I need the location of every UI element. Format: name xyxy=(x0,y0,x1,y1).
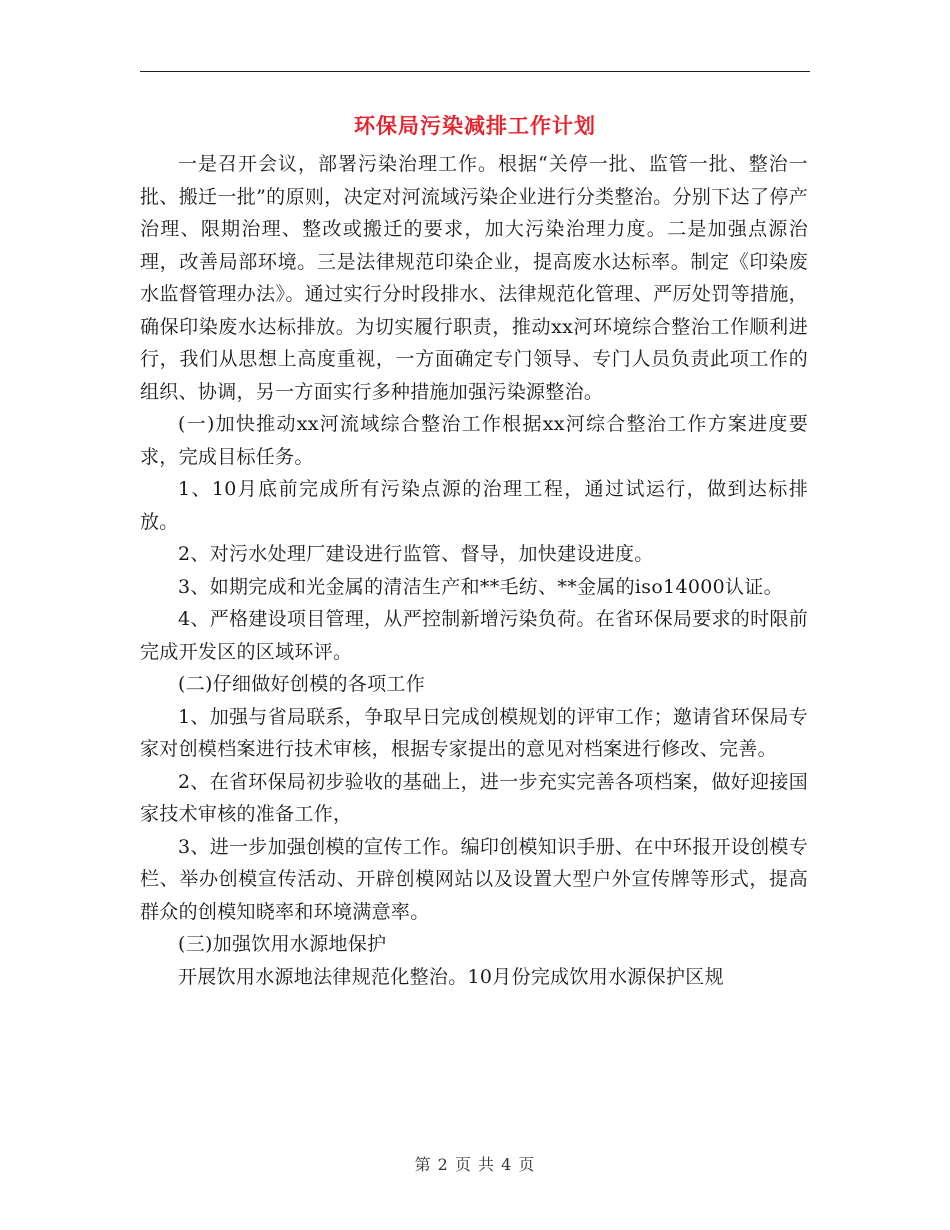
paragraph: 4、严格建设项目管理，从严控制新增污染负荷。在省环保局要求的时限前完成开发区的区域环评。 xyxy=(140,608,808,663)
section-heading: (三)加强饮用水源地保护 xyxy=(178,933,387,955)
paragraph: 1、10月底前完成所有污染点源的治理工程，通过试运行，做到达标排放。 xyxy=(140,478,808,533)
paragraph: 3、如期完成和光金属的清洁生产和**毛纺、**金属的iso14000认证。 xyxy=(178,575,783,598)
paragraph: 开展饮用水源地法律规范化整治。10月份完成饮用水源保护区规 xyxy=(178,965,724,988)
paragraph: 一是召开会议，部署污染治理工作。根据“关停一批、监管一批、整治一批、搬迁一批”的原则，决定对河流域污染企业进行分类整治。分别下达了停产治理、限期治理、整改或搬迁的要求，加大污染治理力度。二是加强点源治理，改善局部环境。三是法律规范印染企业，提高废水达标率。制定《印染废水监督管理办法》。通过实行分时段排水、法律规范化管理、严厉处罚等措施，确保印染废水达标排放。为切实履行职责，推动xx河环境综合整治工作顺利进行，我们从思想上高度重视，一方面确定专门领导、专门人员负责此项工作的组织、协调，另一方面实行多种措施加强污染源整治。 xyxy=(140,153,808,403)
document-title: 环保局污染减排工作计划 xyxy=(354,114,596,138)
header-rule xyxy=(140,71,810,72)
paragraph: 1、加强与省局联系，争取早日完成创模规划的评审工作；邀请省环保局专家对创模档案进行技术审核，根据专家提出的意见对档案进行修改、完善。 xyxy=(140,705,808,760)
document-body xyxy=(140,148,808,993)
section-heading: (二)仔细做好创模的各项工作 xyxy=(178,673,426,695)
page-number-footer: 第 2 页 共 4 页 xyxy=(414,1155,536,1174)
paragraph: 3、进一步加强创模的宣传工作。编印创模知识手册、在中环报开设创模专栏、举办创模宣传活动、开辟创模网站以及设置大型户外宣传牌等形式，提高群众的创模知晓率和环境满意率。 xyxy=(140,835,808,923)
paragraph: (一)加快推动xx河流域综合整治工作根据xx河综合整治工作方案进度要求，完成目标任务。 xyxy=(140,413,808,468)
paragraph: 2、在省环保局初步验收的基础上，进一步充实完善各项档案，做好迎接国家技术审核的准备工作， xyxy=(140,770,808,825)
paragraph: 2、对污水处理厂建设进行监管、督导，加快建设进度。 xyxy=(178,543,654,565)
